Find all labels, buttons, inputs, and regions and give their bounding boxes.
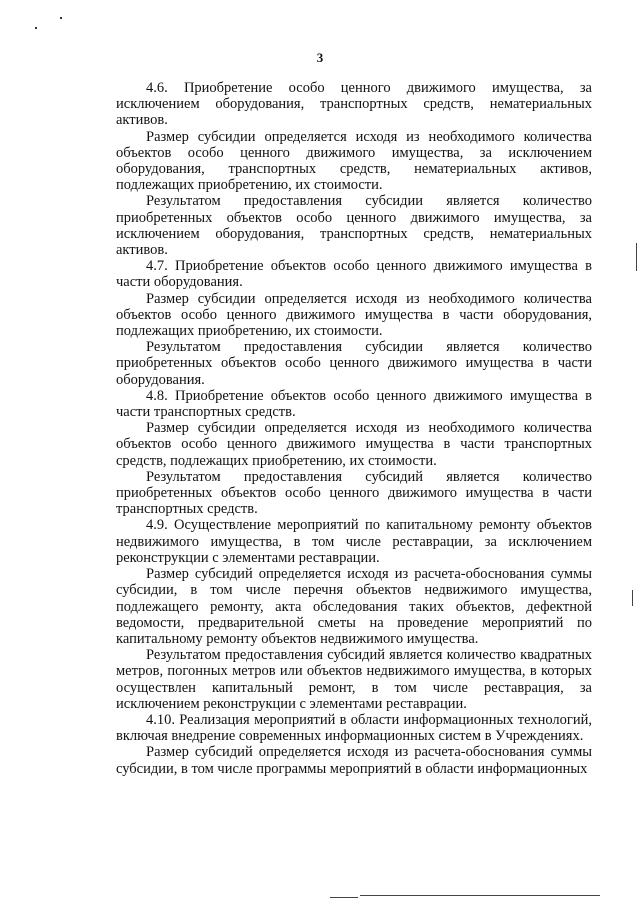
scan-speck: [60, 17, 62, 19]
page-number: 3: [316, 50, 324, 65]
document-body: [116, 80, 592, 777]
paragraph: Результатом предоставления субсидии является количество приобретенных объектов особо ценного движимого имущества, за исключением оборудования, транспортных средств, нематериальных активов.: [116, 193, 592, 259]
paragraph: 4.9. Осуществление мероприятий по капитальному ремонту объектов недвижимого имущества, в том числе реставрации, за исключением реконструкции с элементами реставрации.: [116, 517, 592, 566]
scan-edge-mark: [632, 590, 633, 606]
paragraph: Размер субсидий определяется исходя из расчета-обоснования суммы субсидии, в том числе перечня объектов недвижимого имущества, подлежащего ремонту, акта обследования таких объектов, дефектной ведомости, предварительной сметы на проведение мероприятий по капитальному ремонту объектов недвижимого имущества.: [116, 566, 592, 647]
scan-bottom-line: [360, 895, 600, 896]
scan-bottom-line: [330, 897, 358, 898]
scan-speck: [35, 27, 37, 29]
paragraph: 4.8. Приобретение объектов особо ценного движимого имущества в части транспортных средств.: [116, 387, 592, 421]
paragraph: 4.10. Реализация мероприятий в области информационных технологий, включая внедрение современных информационных систем в Учреждениях.: [116, 711, 592, 745]
scan-edge-mark: [636, 243, 637, 271]
paragraph: Результатом предоставления субсидий является количество приобретенных объектов особо ценного движимого имущества в части транспортных средств.: [116, 468, 592, 518]
paragraph: 4.6. Приобретение особо ценного движимого имущества, за исключением оборудования, транспортных средств, нематериальных активов.: [116, 80, 592, 129]
paragraph: Размер субсидии определяется исходя из необходимого количества объектов особо ценного движимого имущества в части оборудования, подлежащих приобретению, их стоимости.: [116, 290, 592, 340]
paragraph: Размер субсидии определяется исходя из необходимого количества объектов особо ценного движимого имущества, за исключением оборудования, транспортных средств, нематериальных активов, подлежащих приобретению, их стоимости.: [116, 128, 592, 194]
paragraph: Размер субсидии определяется исходя из необходимого количества объектов особо ценного движимого имущества в части транспортных средств, подлежащих приобретению, их стоимости.: [116, 420, 592, 469]
paragraph: Результатом предоставления субсидии является количество приобретенных объектов особо ценного движимого имущества в части оборудования.: [116, 339, 592, 388]
paragraph: Размер субсидий определяется исходя из расчета-обоснования суммы субсидии, в том числе программы мероприятий в области информационных: [116, 744, 592, 777]
paragraph: 4.7. Приобретение объектов особо ценного движимого имущества в части оборудования.: [116, 258, 592, 291]
paragraph: Результатом предоставления субсидий является количество квадратных метров, погонных метров или объектов недвижимого имущества, в которых осуществлен капитальный ремонт, в том числе реставрация, за исключением реконструкции с элементами реставрации.: [116, 647, 592, 712]
